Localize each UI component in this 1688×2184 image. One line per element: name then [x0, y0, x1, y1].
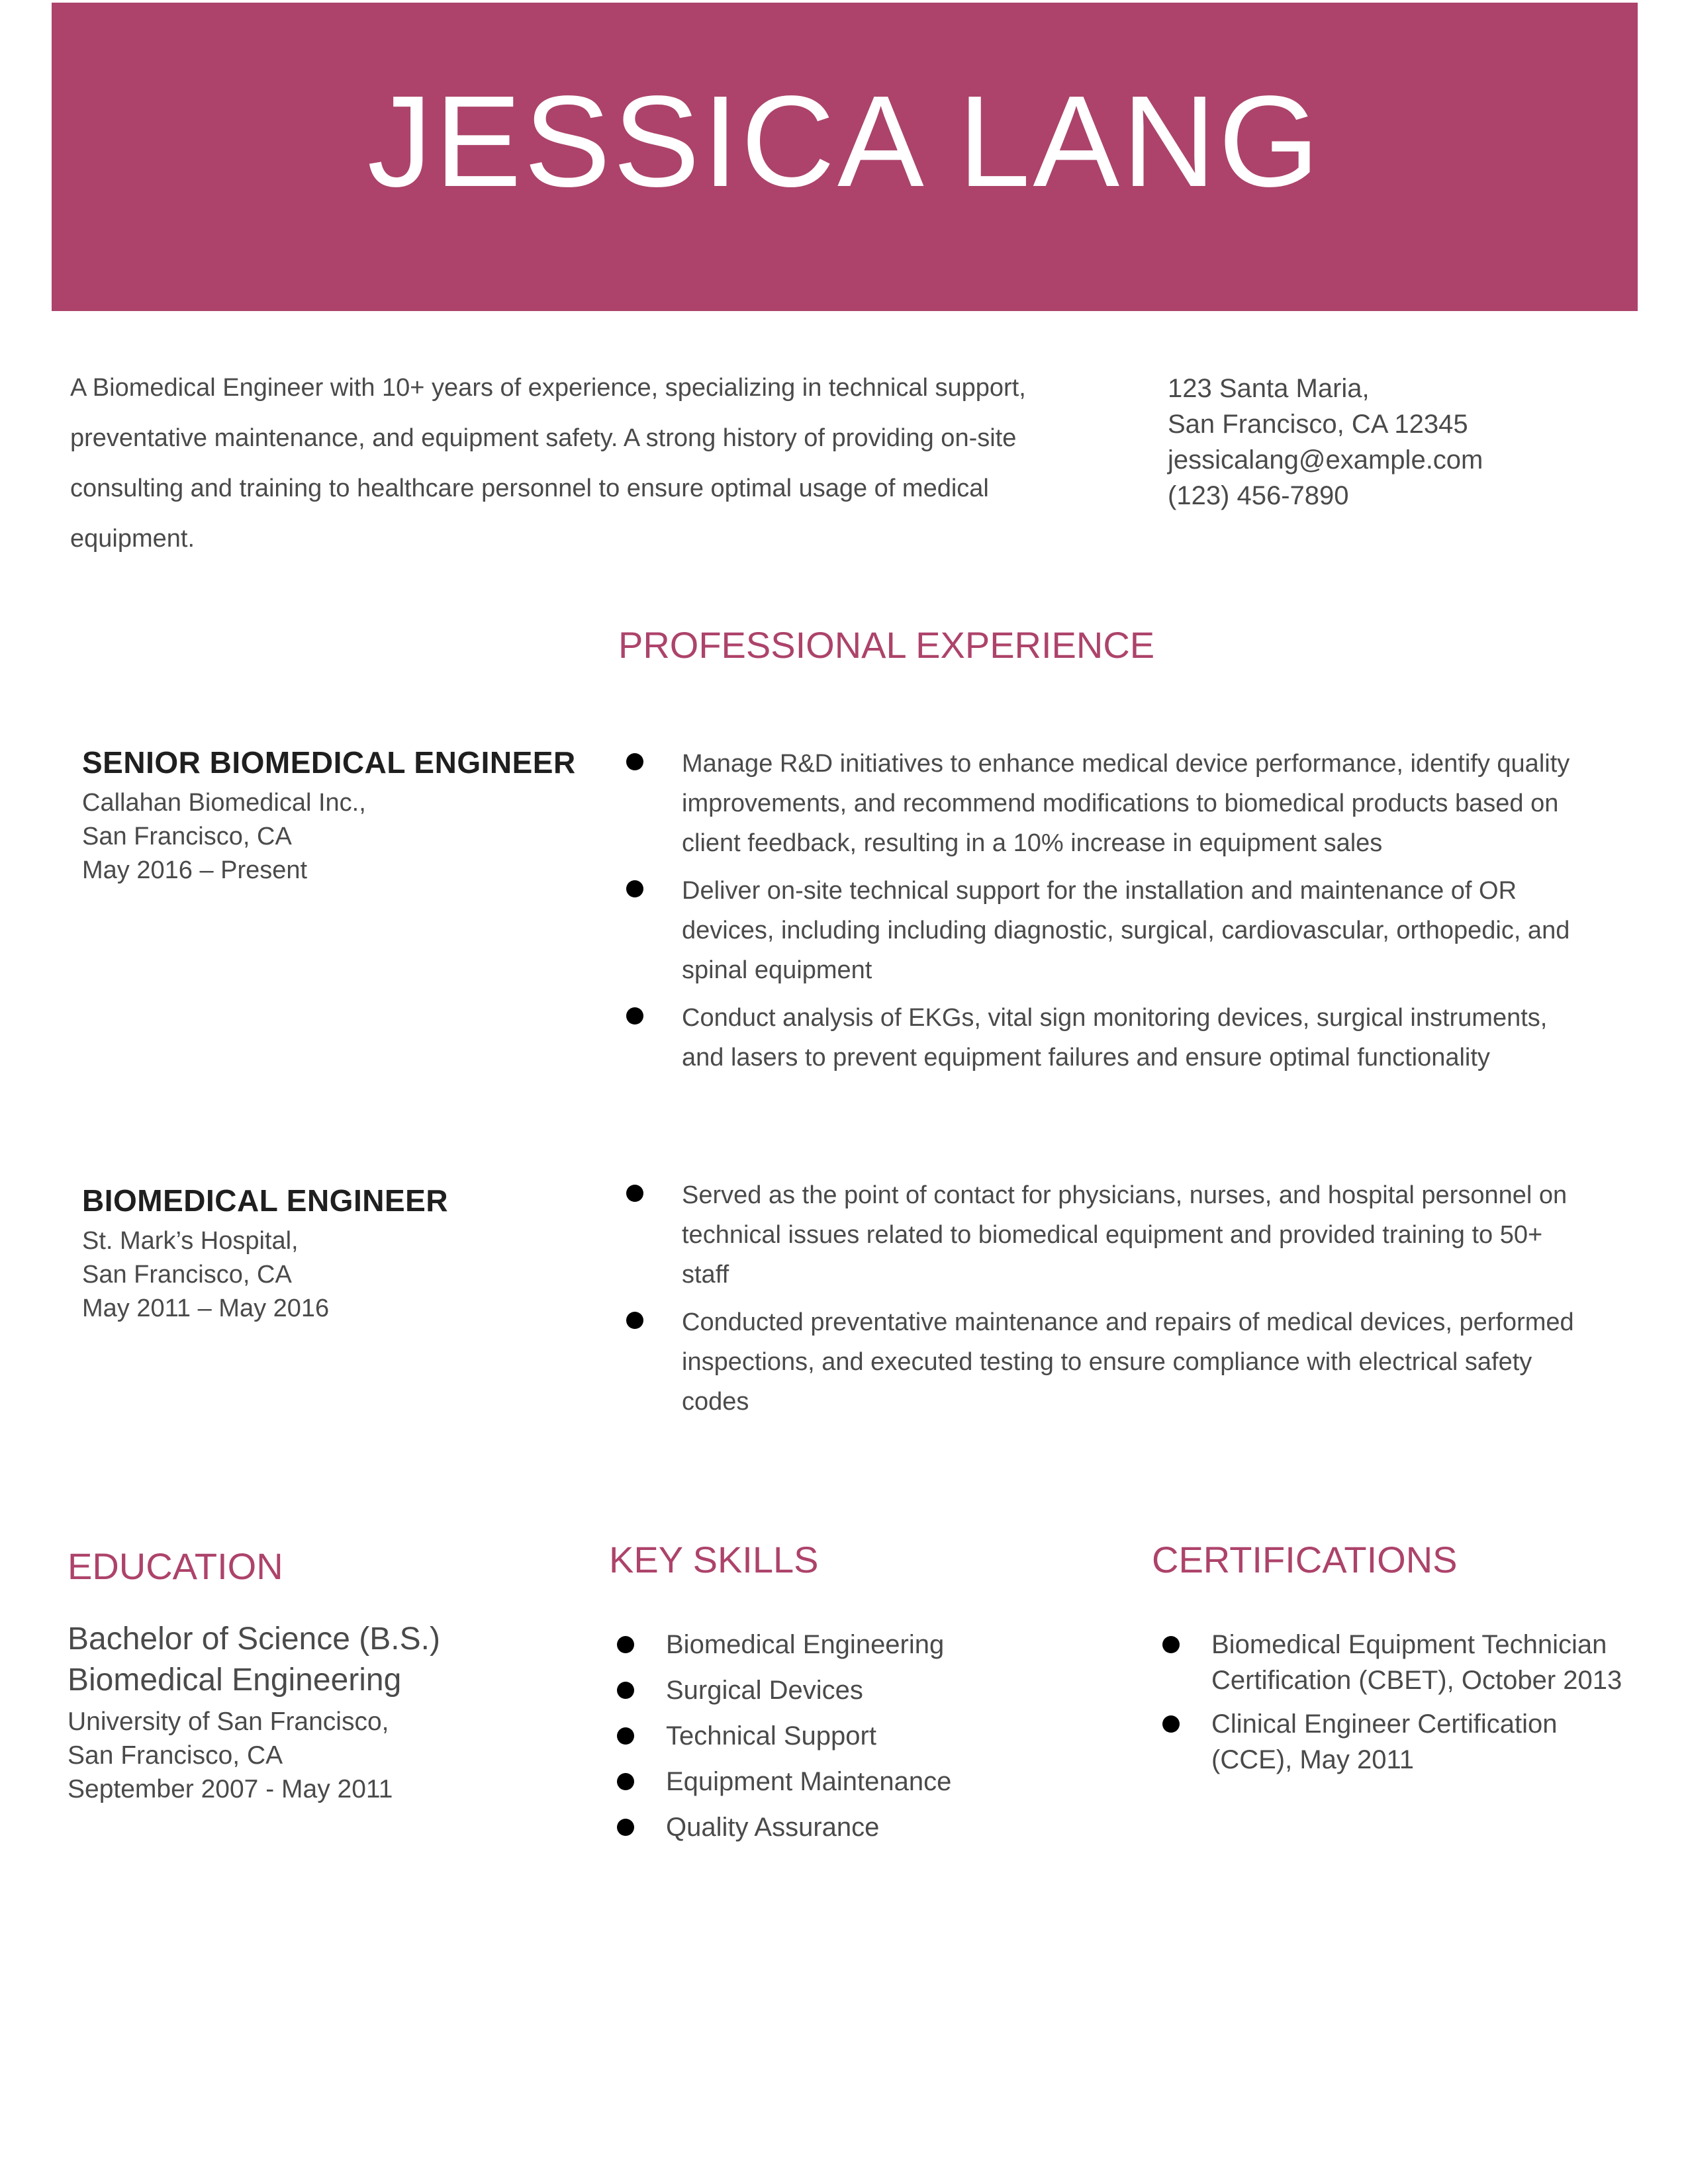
skill-text: Biomedical Engineering [666, 1630, 945, 1659]
job-dates: May 2016 – Present [82, 856, 308, 884]
certification-text: Clinical Engineer Certification (CCE), May 2011 [1211, 1709, 1558, 1774]
certification-text: Biomedical Equipment Technician Certification (CBET), October 2013 [1211, 1630, 1622, 1695]
list-item [616, 744, 1595, 863]
list-item [606, 1627, 1109, 1662]
bullet-icon [617, 1773, 634, 1790]
job-location: San Francisco, CA [82, 823, 292, 850]
candidate-name: JESSICA LANG [367, 69, 1323, 214]
skill-text: Equipment Maintenance [666, 1767, 952, 1796]
certifications-heading: CERTIFICATIONS [1152, 1539, 1458, 1580]
job-bullets [616, 1175, 1595, 1430]
bullet-text: Deliver on-site technical support for the installation and maintenance of OR devices, including including diagnostic, surgical, cardiovascular, orthopedic, and spinal equipment [682, 877, 1570, 984]
list-item [616, 998, 1595, 1077]
skills-list [606, 1627, 1109, 1855]
bullet-icon [617, 1819, 634, 1836]
bullet-icon [626, 1185, 643, 1202]
job-meta [82, 1224, 585, 1326]
education-meta [68, 1705, 571, 1806]
header-band [52, 3, 1638, 311]
job-bullets [616, 744, 1595, 1085]
job-company: Callahan Biomedical Inc., [82, 789, 366, 817]
summary-text: A Biomedical Engineer with 10+ years of experience, specializing in technical support, preventative maintenance, and equipment safety. A strong history of providing on-site consulting and training to healthcare personnel to ensure optimal usage of medical equipment. [70, 374, 1026, 553]
job-company: St. Mark’s Hospital, [82, 1227, 299, 1255]
skill-text: Technical Support [666, 1721, 876, 1751]
bullet-text: Conduct analysis of EKGs, vital sign monitoring devices, surgical instruments, and lasers to prevent equipment failures and ensure optimal functionality [682, 1004, 1548, 1071]
email: jessicalang@example.com [1168, 445, 1483, 475]
bullet-icon [626, 880, 643, 897]
school-location: San Francisco, CA [68, 1741, 283, 1770]
job-meta [82, 786, 585, 887]
list-item [606, 1672, 1109, 1708]
education-dates: September 2007 - May 2011 [68, 1775, 393, 1803]
education-entry [68, 1619, 571, 1806]
address-line-2: San Francisco, CA 12345 [1168, 410, 1468, 439]
bullet-icon [626, 1007, 643, 1024]
experience-heading: PROFESSIONAL EXPERIENCE [618, 624, 1155, 666]
bullet-icon [617, 1727, 634, 1745]
job-title: BIOMEDICAL ENGINEER [82, 1183, 449, 1218]
list-item [1152, 1706, 1628, 1778]
education-heading: EDUCATION [68, 1545, 283, 1587]
list-item [1152, 1627, 1628, 1698]
list-item [606, 1809, 1109, 1845]
list-item [616, 871, 1595, 990]
skill-text: Surgical Devices [666, 1676, 863, 1705]
skills-heading: KEY SKILLS [609, 1539, 819, 1580]
job-location: San Francisco, CA [82, 1261, 292, 1289]
bullet-icon [626, 753, 643, 770]
bullet-icon [1162, 1715, 1180, 1733]
list-item [616, 1175, 1595, 1295]
bullet-text: Manage R&D initiatives to enhance medical device performance, identify quality improvements, and recommend modifications to biomedical products based on client feedback, resulting in a 10% increase in equipment sales [682, 750, 1570, 857]
bullet-icon [626, 1312, 643, 1329]
school-name: University of San Francisco, [68, 1707, 389, 1736]
bullet-icon [617, 1682, 634, 1699]
bullet-text: Served as the point of contact for physicians, nurses, and hospital personnel on technical issues related to biomedical equipment and provided training to 50+ staff [682, 1181, 1568, 1289]
skill-text: Quality Assurance [666, 1813, 880, 1842]
phone: (123) 456-7890 [1168, 481, 1349, 510]
job-dates: May 2011 – May 2016 [82, 1295, 330, 1322]
job-title: SENIOR BIOMEDICAL ENGINEER [82, 745, 576, 780]
address-line-1: 123 Santa Maria, [1168, 374, 1370, 403]
degree-line-1: Bachelor of Science (B.S.) [68, 1621, 440, 1657]
contact-block [1168, 371, 1618, 514]
job-entry [82, 743, 585, 887]
list-item [606, 1764, 1109, 1799]
list-item [606, 1718, 1109, 1754]
list-item [616, 1302, 1595, 1422]
bullet-icon [1162, 1636, 1180, 1653]
certifications-list [1152, 1627, 1628, 1786]
bullet-icon [617, 1636, 634, 1653]
job-entry [82, 1181, 585, 1326]
bullet-text: Conducted preventative maintenance and repairs of medical devices, performed inspections, and executed testing to ensure compliance with electrical safety codes [682, 1308, 1574, 1416]
degree-line-2: Biomedical Engineering [68, 1662, 402, 1698]
